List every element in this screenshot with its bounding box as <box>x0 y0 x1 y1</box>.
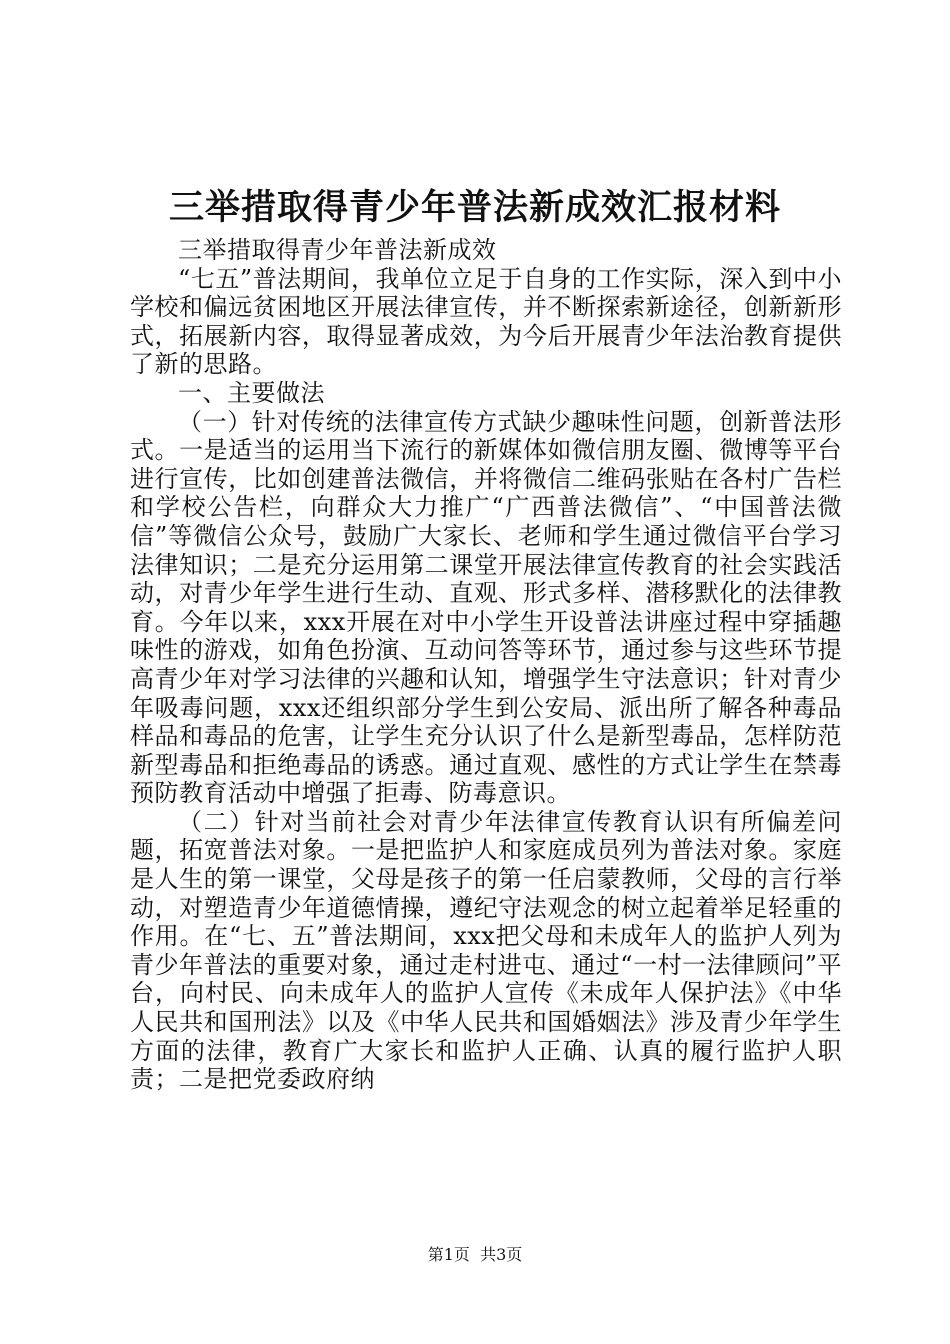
document-body <box>130 236 842 1094</box>
section-heading: 一、主要做法 <box>178 378 325 407</box>
subtitle-paragraph: 三举措取得青少年普法新成效 <box>178 236 497 264</box>
page-number: 第1页 <box>427 1245 470 1264</box>
page-footer <box>0 1244 950 1266</box>
body-paragraph: （二）针对当前社会对青少年法律宣传教育认识有所偏差问题，拓宽普法对象。一是把监护人和家庭成员列为普法对象。家庭是人生的第一课堂，父母是孩子的第一任启蒙教师，父母的言行举动，对塑造青少年道德情操，遵纪守法观念的树立起着举足轻重的作用。在“七、五”普法期间，xxx把父母和未成年人的监护人列为青少年普法的重要对象，通过走村进屯、通过“一村一法律顾问”平台，向村民、向未成年人的监护人宣传《未成年人保护法》《中华人民共和国刑法》以及《中华人民共和国婚姻法》涉及青少年学生方面的法律，教育广大家长和监护人正确、认真的履行监护人职责；二是把党委政府纳 <box>130 807 842 1094</box>
body-paragraph: （一）针对传统的法律宣传方式缺少趣味性问题，创新普法形式。一是适当的运用当下流行的新媒体如微信朋友圈、微博等平台进行宣传，比如创建普法微信，并将微信二维码张贴在各村广告栏和学校公告栏，向群众大力推广“广西普法微信”、“中国普法微信”等微信公众号，鼓励广大家长、老师和学生通过微信平台学习法律知识；二是充分运用第二课堂开展法律宣传教育的社会实践活动，对青少年学生进行生动、直观、形式多样、潜移默化的法律教育。今年以来，xxx开展在对中小学生开设普法讲座过程中穿插趣味性的游戏，如角色扮演、互动问答等环节，通过参与这些环节提高青少年对学习法律的兴趣和认知，增强学生守法意识；针对青少年吸毒问题，xxx还组织部分学生到公安局、派出所了解各种毒品样品和毒品的危害，让学生充分认识了什么是新型毒品，怎样防范新型毒品和拒绝毒品的诱惑。通过直观、感性的方式让学生在禁毒预防教育活动中增强了拒毒、防毒意识。 <box>130 407 842 808</box>
intro-paragraph: “七五”普法期间，我单位立足于自身的工作实际，深入到中小学校和偏远贫困地区开展法律宣传，并不断探索新途径，创新新形式，拓展新内容，取得显著成效，为今后开展青少年法治教育提供了新的思路。 <box>130 264 842 379</box>
document-title: 三举措取得青少年普法新成效汇报材料 <box>168 187 781 228</box>
page-total: 共3页 <box>480 1245 523 1264</box>
